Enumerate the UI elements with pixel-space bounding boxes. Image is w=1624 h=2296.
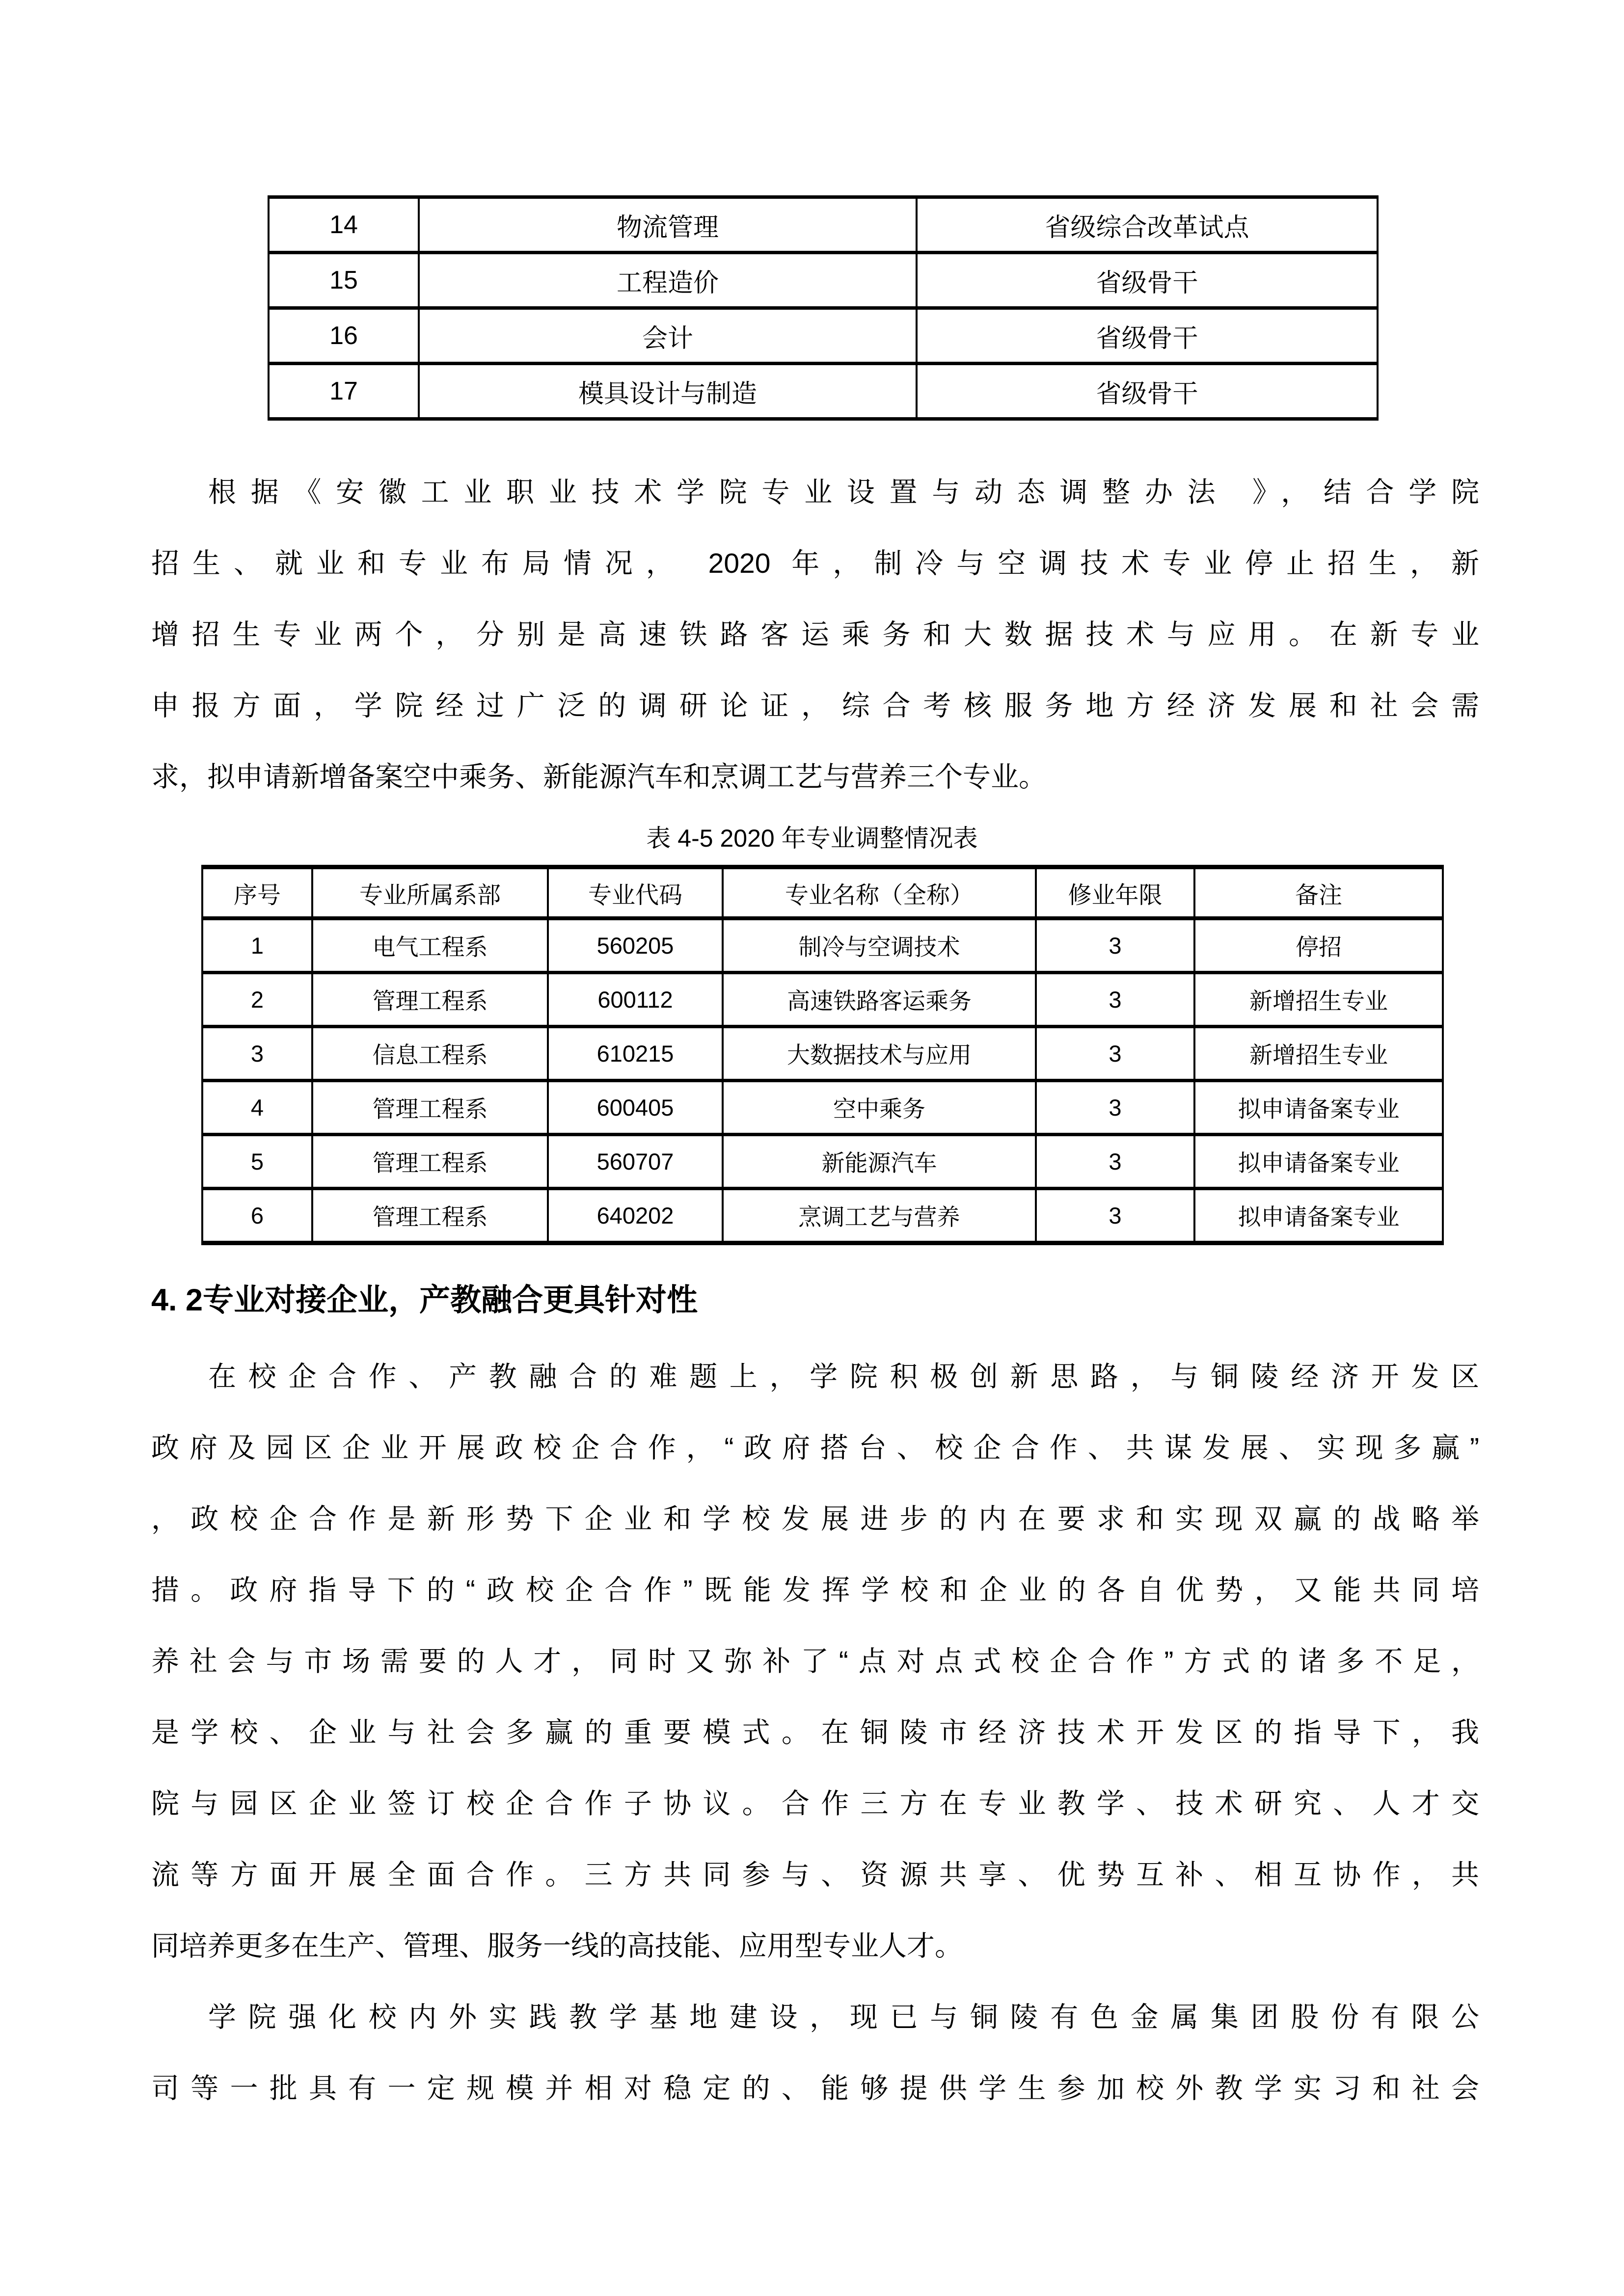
cell-remarks: 新增招生专业	[1194, 1027, 1443, 1081]
table-row	[269, 308, 1378, 364]
row-number: 15	[269, 253, 419, 308]
text-line: ，政校企合作是新形势下企业和学校发展进步的内在要求和实现双赢的战略举	[151, 1503, 1479, 1535]
cell-department: 电气工程系	[312, 918, 548, 973]
table-row	[202, 1189, 1443, 1243]
table-row	[202, 973, 1443, 1027]
cell-department: 管理工程系	[312, 1081, 548, 1135]
cell-major-code: 560707	[548, 1135, 723, 1189]
cell-serial: 3	[202, 1027, 312, 1081]
text-line: 司等一批具有一定规模并相对稳定的、能够提供学生参加校外教学实习和社会	[151, 2073, 1479, 2104]
table-4-5-caption: 表 4-5 2020 年专业调整情况表	[646, 825, 978, 852]
cell-major-code: 600405	[548, 1081, 723, 1135]
table-row	[202, 918, 1443, 973]
text-line: 院与园区企业签订校企合作子协议。合作三方在专业教学、技术研究、人才交	[151, 1788, 1479, 1819]
cell-remarks: 新增招生专业	[1194, 973, 1443, 1027]
major-name: 物流管理	[419, 197, 917, 253]
header-study-years: 修业年限	[1036, 867, 1194, 919]
paragraph	[151, 1341, 1479, 1982]
header-major-code: 专业代码	[548, 867, 723, 919]
cell-department: 管理工程系	[312, 973, 548, 1027]
major-level: 省级综合改革试点	[917, 197, 1378, 253]
text-line: 措。政府指导下的“政校企合作”既能发挥学校和企业的各自优势，又能共同培	[151, 1575, 1479, 1606]
cell-study-years: 3	[1036, 1081, 1194, 1135]
text-line: 是学校、企业与社会多赢的重要模式。在铜陵市经济技术开发区的指导下，我	[151, 1717, 1479, 1748]
text-line: 在校企合作、产教融合的难题上，学院积极创新思路，与铜陵经济开发区	[208, 1361, 1479, 1392]
text-line: 同培养更多在生产、管理、服务一线的高技能、应用型专业人才。	[151, 1930, 963, 1962]
provincial-key-majors-table	[268, 195, 1379, 421]
major-name: 工程造价	[419, 253, 917, 308]
table-row	[202, 1081, 1443, 1135]
cell-major-name: 烹调工艺与营养	[723, 1189, 1036, 1243]
paragraph	[151, 457, 1479, 813]
cell-major-code: 560205	[548, 918, 723, 973]
cell-serial: 2	[202, 973, 312, 1027]
table-row	[269, 364, 1378, 419]
cell-major-code: 610215	[548, 1027, 723, 1081]
cell-study-years: 3	[1036, 1027, 1194, 1081]
text-line: 政府及园区企业开展政校企合作，“政府搭台、校企合作、共谋发展、实现多赢”	[151, 1432, 1479, 1464]
table-header-row	[202, 867, 1443, 919]
major-level: 省级骨干	[917, 308, 1378, 364]
cell-major-name: 空中乘务	[723, 1081, 1036, 1135]
major-level: 省级骨干	[917, 253, 1378, 308]
cell-major-name: 制冷与空调技术	[723, 918, 1036, 973]
row-number: 14	[269, 197, 419, 253]
cell-major-name: 新能源汽车	[723, 1135, 1036, 1189]
table-row	[269, 253, 1378, 308]
cell-study-years: 3	[1036, 918, 1194, 973]
cell-department: 管理工程系	[312, 1135, 548, 1189]
major-level: 省级骨干	[917, 364, 1378, 419]
cell-remarks: 拟申请备案专业	[1194, 1189, 1443, 1243]
cell-major-name: 高速铁路客运乘务	[723, 973, 1036, 1027]
table-row	[202, 1135, 1443, 1189]
cell-serial: 6	[202, 1189, 312, 1243]
text-line: 养社会与市场需要的人才，同时又弥补了“点对点式校企合作”方式的诸多不足，	[151, 1646, 1479, 1677]
header-department: 专业所属系部	[312, 867, 548, 919]
major-name: 会计	[419, 308, 917, 364]
cell-remarks: 停招	[1194, 918, 1443, 973]
table-row	[269, 197, 1378, 253]
text-line: 求，拟申请新增备案空中乘务、新能源汽车和烹调工艺与营养三个专业。	[151, 761, 1047, 793]
cell-department: 管理工程系	[312, 1189, 548, 1243]
cell-serial: 4	[202, 1081, 312, 1135]
cell-major-code: 640202	[548, 1189, 723, 1243]
paragraph	[151, 1982, 1479, 2124]
header-major-name: 专业名称（全称）	[723, 867, 1036, 919]
table-row	[202, 1027, 1443, 1081]
major-adjustment-table	[201, 865, 1444, 1245]
text-line: 申报方面，学院经过广泛的调研论证，综合考核服务地方经济发展和社会需	[151, 690, 1479, 721]
cell-remarks: 拟申请备案专业	[1194, 1081, 1443, 1135]
cell-major-code: 600112	[548, 973, 723, 1027]
cell-department: 信息工程系	[312, 1027, 548, 1081]
row-number: 16	[269, 308, 419, 364]
header-remarks: 备注	[1194, 867, 1443, 919]
cell-remarks: 拟申请备案专业	[1194, 1135, 1443, 1189]
cell-serial: 1	[202, 918, 312, 973]
row-number: 17	[269, 364, 419, 419]
cell-serial: 5	[202, 1135, 312, 1189]
cell-major-name: 大数据技术与应用	[723, 1027, 1036, 1081]
major-name: 模具设计与制造	[419, 364, 917, 419]
text-line: 增招生专业两个，分别是高速铁路客运乘务和大数据技术与应用。在新专业	[151, 619, 1479, 650]
cell-study-years: 3	[1036, 1189, 1194, 1243]
section-heading-4-2: 4. 2专业对接企业，产教融合更具针对性	[151, 1283, 698, 1317]
text-line: 招生、就业和专业布局情况， 2020 年，制冷与空调技术专业停止招生，新	[151, 548, 1479, 579]
text-line: 学院强化校内外实践教学基地建设，现已与铜陵有色金属集团股份有限公	[208, 2002, 1479, 2033]
text-line: 根据《安徽工业职业技术学院专业设置与动态调整办法 》，结合学院	[208, 477, 1479, 508]
text-line: 流等方面开展全面合作。三方共同参与、资源共享、优势互补、相互协作，共	[151, 1859, 1479, 1891]
header-serial: 序号	[202, 867, 312, 919]
cell-study-years: 3	[1036, 973, 1194, 1027]
cell-study-years: 3	[1036, 1135, 1194, 1189]
